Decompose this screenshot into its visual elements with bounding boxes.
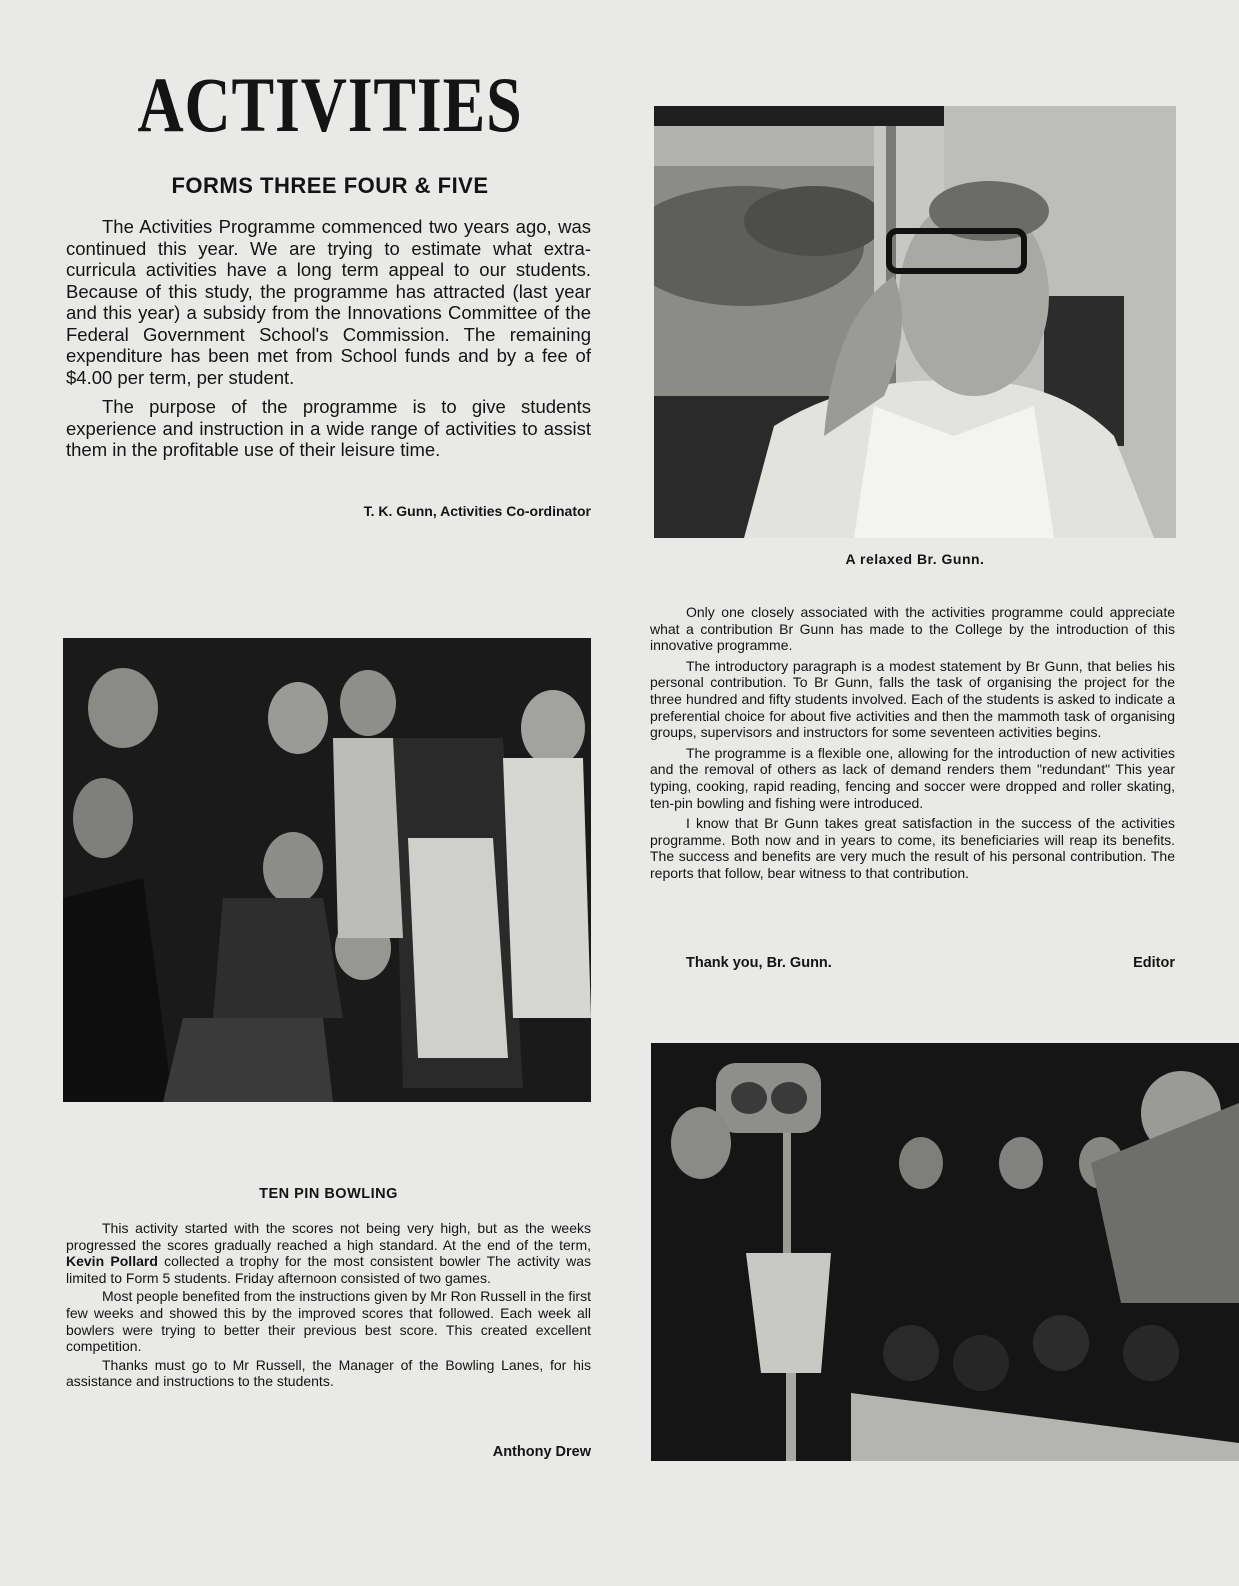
photo-bowling-alley <box>651 1043 1239 1461</box>
page-subtitle: FORMS THREE FOUR & FIVE <box>171 173 489 198</box>
bowling-p1-end: collected a trophy for the most consistent bowler The activity was limited to Form 5 students. Friday afternoon consisted of two games. <box>66 1253 591 1286</box>
intro-signature: T. K. Gunn, Activities Co-ordinator <box>363 503 591 519</box>
editorial-signoff <box>650 955 1175 971</box>
editorial-paragraph: The introductory paragraph is a modest statement by Br Gunn, that belies his personal contribution. To Br Gunn, falls the task of organising the project for the three hundred and fifty students involved. Each of the students is asked to indicate a preferential choice for about five activities and then the mammoth task of organising groups, supervisors and instructors for some seventeen activities begins. <box>650 657 1175 741</box>
photo-students-group <box>63 638 591 1102</box>
photo-br-gunn <box>654 106 1176 538</box>
editorial-text <box>650 604 1175 886</box>
page-title: ACTIVITIES <box>137 61 523 148</box>
bowling-paragraph: Most people benefited from the instructions given by Mr Ron Russell in the first few weeks and showed this by the improved scores that followed. Each week all bowlers were trying to better their previous best score. This created excellent competition. <box>66 1288 591 1355</box>
intro-paragraph: The Activities Programme commenced two years ago, was continued this year. We are trying to estimate what extra-curricula activities have a long term appeal to our students. Because of this study, the programme has attracted (last year and this year) a subsidy from the Innovations Committee of the Federal Government School's Commission. The remaining expenditure has been met from School funds and by a fee of $4.00 per term, per student. <box>66 216 591 388</box>
bowling-signature: Anthony Drew <box>492 1444 591 1460</box>
bowler-name: Kevin Pollard <box>66 1253 158 1270</box>
section-title-ten-pin-bowling: TEN PIN BOWLING <box>259 1186 398 1202</box>
thanks-line: Thank you, Br. Gunn. <box>686 955 832 971</box>
bowling-paragraph: Thanks must go to Mr Russell, the Manager of the Bowling Lanes, for his assistance and instructions to the students. <box>66 1356 591 1390</box>
editorial-paragraph: The programme is a flexible one, allowing for the introduction of new activities and the removal of others as lack of demand renders them "redundant" This year typing, cooking, rapid reading, fencing and soccer were dropped and roller skating, ten-pin bowling and fishing were introduced. <box>650 744 1175 811</box>
bowling-p1-start: This activity started with the scores not being very high, but as the weeks progressed the scores gradually reached a high standard. At the end of the term, <box>66 1220 591 1253</box>
photo-caption: A relaxed Br. Gunn. <box>845 551 985 567</box>
intro-paragraph: The purpose of the programme is to give students experience and instruction in a wide range of activities to assist them in the profitable use of their leisure time. <box>66 396 591 460</box>
editorial-paragraph: I know that Br Gunn takes great satisfaction in the success of the activities programme. Both now and in years to come, its beneficiaries will reap its benefits. The success and benefits are very much the result of his personal contribution. The reports that follow, bear witness to that contribution. <box>650 815 1175 881</box>
bowling-paragraph <box>66 1220 591 1286</box>
editor-signature: Editor <box>1133 955 1175 971</box>
intro-text <box>66 216 591 469</box>
editorial-paragraph: Only one closely associated with the activities programme could appreciate what a contribution Br Gunn has made to the College by the introduction of this innovative programme. <box>650 604 1175 654</box>
bowling-text <box>66 1220 591 1392</box>
